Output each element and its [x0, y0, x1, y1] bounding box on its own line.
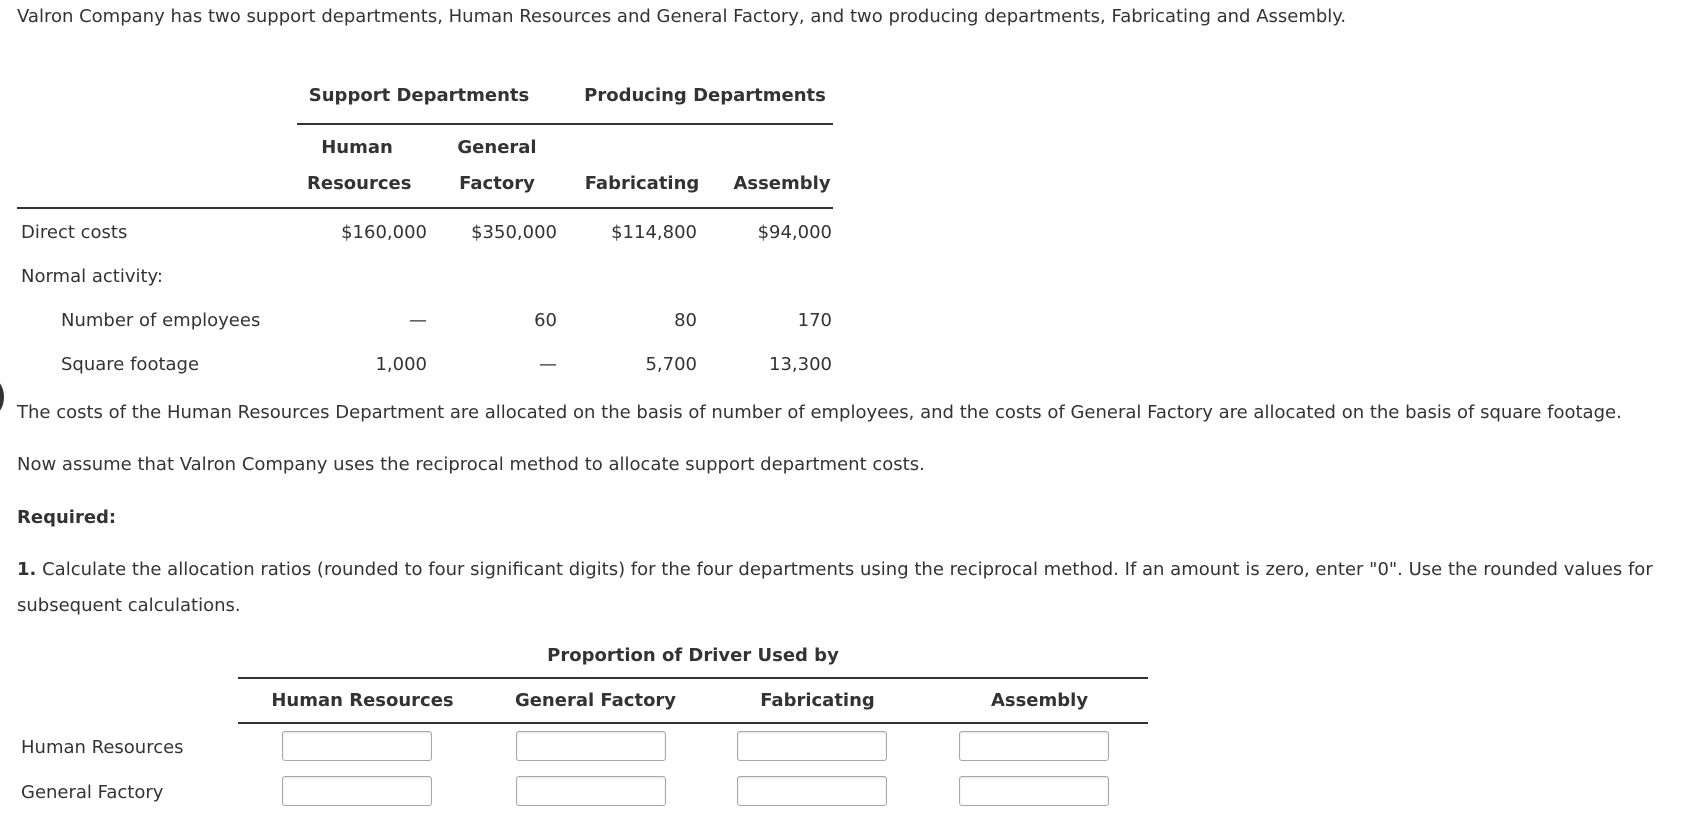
direct-costs-gf: $350,000: [471, 222, 557, 243]
question-1-number: 1.: [17, 559, 37, 580]
row-label-direct-costs: Direct costs: [21, 222, 128, 243]
ratio-input-gf-fab[interactable]: [737, 776, 887, 806]
ratio-input-gf-asm[interactable]: [959, 776, 1109, 806]
row-label-human-resources: Human Resources: [21, 737, 184, 758]
employees-fab: 80: [674, 310, 697, 331]
employees-hr: —: [409, 310, 427, 331]
ratio-input-hr-asm[interactable]: [959, 731, 1109, 761]
direct-costs-asm: $94,000: [757, 222, 832, 243]
allocation-ratio-table: [0, 640, 1200, 820]
col-header-assembly: Assembly: [733, 173, 831, 194]
group-header-rule: [297, 123, 833, 125]
row-label-normal-activity: Normal activity:: [21, 266, 163, 287]
method-text: Now assume that Valron Company uses the reciprocal method to allocate support department costs.: [17, 454, 925, 475]
col-header-human-resources: Human Resources: [271, 690, 454, 711]
required-label: Required:: [17, 507, 117, 528]
sqft-asm: 13,300: [769, 354, 832, 375]
direct-costs-hr: $160,000: [341, 222, 427, 243]
sqft-fab: 5,700: [645, 354, 697, 375]
ratio-input-gf-gf[interactable]: [516, 776, 666, 806]
ratio-input-hr-gf[interactable]: [516, 731, 666, 761]
employees-gf: 60: [534, 310, 557, 331]
proportion-title-rule: [238, 677, 1148, 679]
col-header-hr-line2: Resources: [307, 173, 412, 194]
edge-marker: [0, 378, 4, 416]
question-1-text: Calculate the allocation ratios (rounded to four significant digits) for the four departments using the reciprocal method. If an amount is zero, enter "0". Use the rounded values for: [42, 559, 1653, 580]
col-header-fabricating: Fabricating: [584, 173, 700, 194]
row-label-general-factory: General Factory: [21, 782, 164, 803]
ratio-input-hr-fab[interactable]: [737, 731, 887, 761]
employees-asm: 170: [797, 310, 832, 331]
row-label-employees: Number of employees: [61, 310, 261, 331]
ratio-input-gf-hr[interactable]: [282, 776, 432, 806]
col-header-fabricating: Fabricating: [760, 690, 875, 711]
col-header-hr-line1: Human: [321, 137, 393, 158]
proportion-title: Proportion of Driver Used by: [547, 645, 839, 666]
column-header-rule: [17, 207, 833, 209]
group-header-support: Support Departments: [308, 85, 530, 106]
col-header-gf-line1: General: [457, 137, 537, 158]
col-header-general-factory: General Factory: [514, 690, 677, 711]
ratio-input-hr-hr[interactable]: [282, 731, 432, 761]
col-header-gf-line2: Factory: [459, 173, 535, 194]
basis-text: The costs of the Human Resources Department are allocated on the basis of number of employees, and the costs of General Factory are allocated on the basis of square footage.: [17, 402, 1622, 423]
question-1-line1: [17, 559, 1653, 580]
intro-text: Valron Company has two support departments, Human Resources and General Factory, and two producing departments, Fabricating and Assembly.: [17, 6, 1347, 27]
sqft-gf: —: [539, 354, 557, 375]
question-1-line2: subsequent calculations.: [17, 595, 241, 616]
col-header-assembly: Assembly: [990, 690, 1089, 711]
sqft-hr: 1,000: [375, 354, 427, 375]
direct-costs-fab: $114,800: [611, 222, 697, 243]
row-label-square-footage: Square footage: [61, 354, 200, 375]
group-header-producing: Producing Departments: [584, 85, 826, 106]
column-header-rule: [238, 722, 1148, 724]
